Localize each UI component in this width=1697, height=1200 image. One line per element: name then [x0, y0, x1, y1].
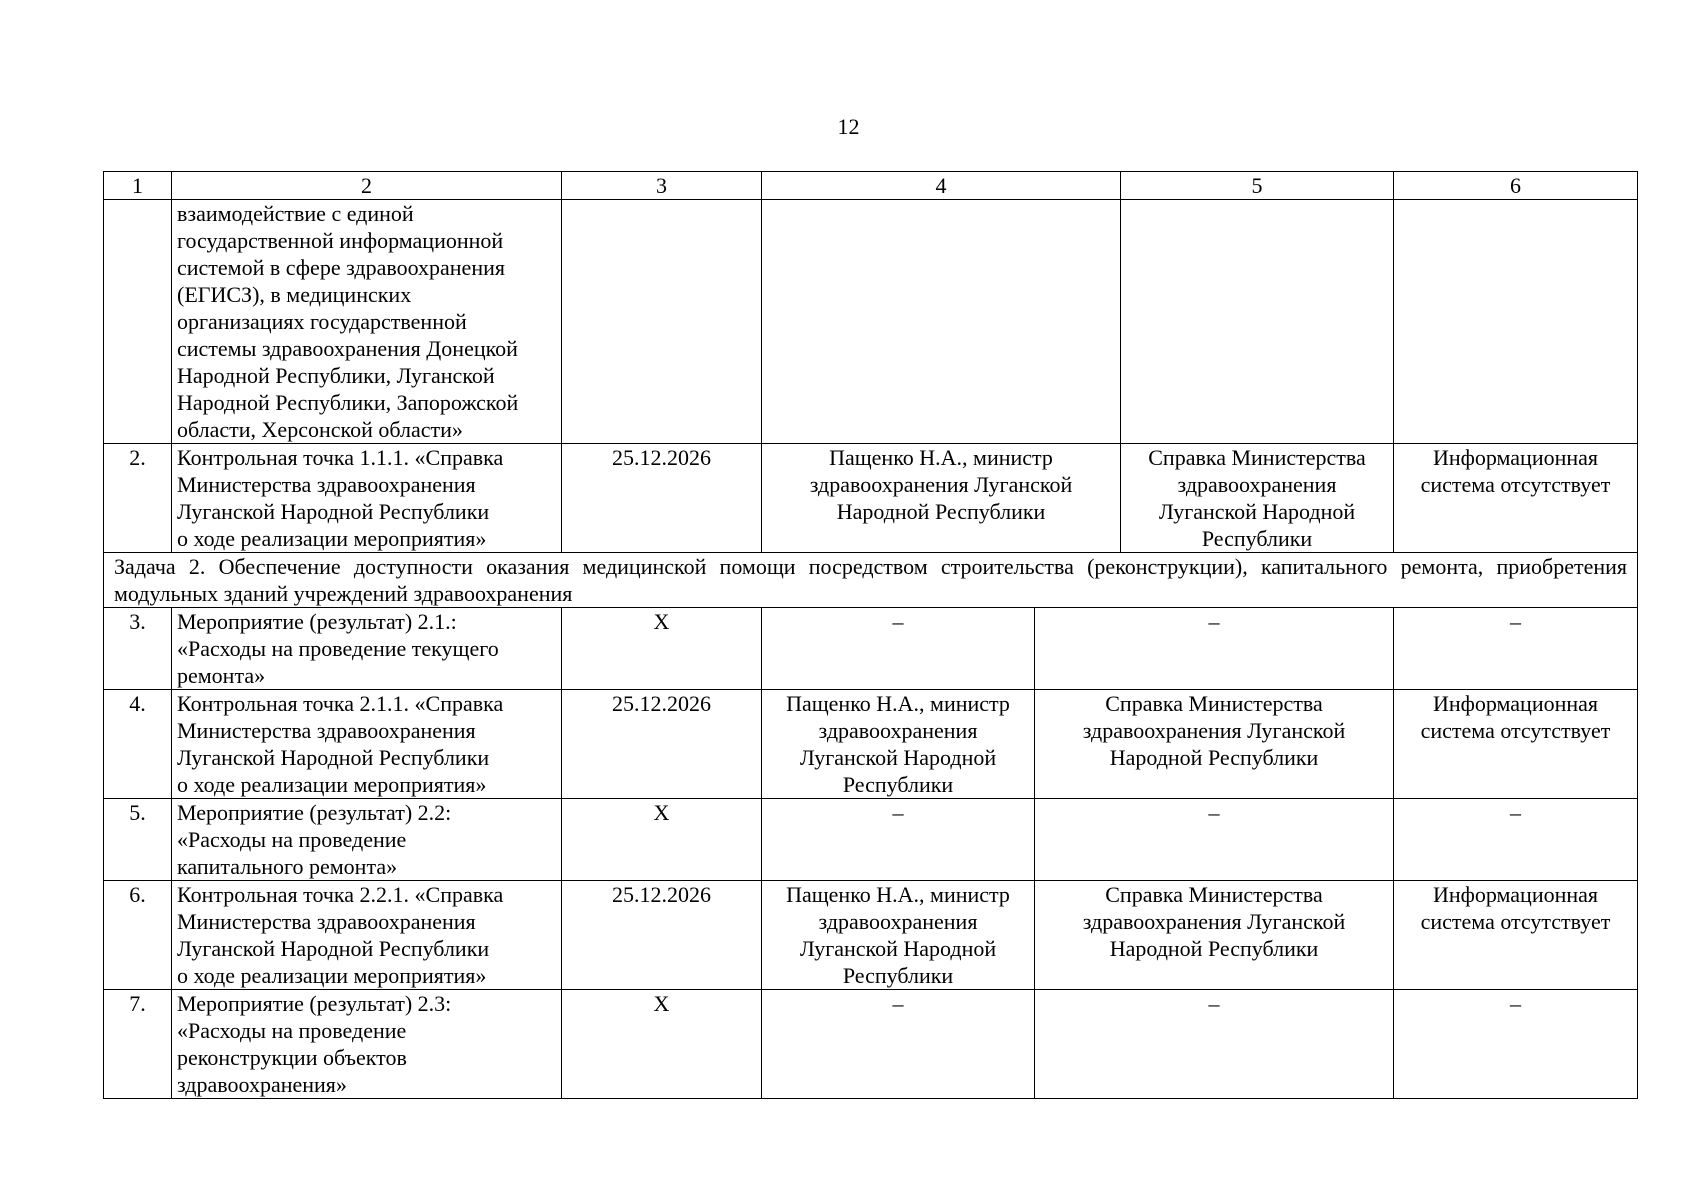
table-row-7 — [104, 990, 1638, 1099]
name-line: здравоохранения» — [177, 1072, 347, 1097]
name-line: Мероприятие (результат) 2.2: — [177, 800, 452, 825]
row-number-cell: 4. — [104, 690, 172, 799]
name-line: реконструкции объектов — [177, 1045, 407, 1070]
row-date-cell: Х — [562, 799, 762, 881]
page-number: 12 — [837, 114, 860, 139]
name-line: Министерства здравоохранения — [177, 718, 476, 743]
system-line: система отсутствует — [1420, 472, 1611, 497]
system-line: Информационная — [1432, 882, 1599, 907]
name-line: «Расходы на проведение — [177, 1018, 407, 1043]
table-row-continuation — [104, 200, 1638, 444]
row-number-cell: 5. — [104, 799, 172, 881]
row-document-cell: – — [1035, 608, 1394, 690]
table-row-4 — [104, 690, 1638, 799]
name-line: Народной Республики, Запорожской — [177, 390, 519, 415]
system-line: Информационная — [1432, 691, 1599, 716]
row-date-cell: 25.12.2026 — [562, 881, 762, 990]
column-number-1: 1 — [104, 172, 172, 200]
name-line: организациях государственной — [177, 309, 467, 334]
row-date-cell — [562, 200, 762, 444]
name-line: «Расходы на проведение — [177, 827, 407, 852]
responsible-line: Республики — [842, 772, 954, 797]
name-line: Министерства здравоохранения — [177, 909, 476, 934]
row-system-cell — [1394, 690, 1638, 799]
name-line: Луганской Народной Республики — [177, 936, 490, 961]
system-line: система отсутствует — [1420, 909, 1611, 934]
control-points-table — [103, 171, 1638, 1099]
row-responsible-cell: – — [762, 799, 1035, 881]
row-document-cell: – — [1035, 799, 1394, 881]
responsible-line: здравоохранения Луганской — [809, 472, 1073, 497]
responsible-line: Пащенко Н.А., министр — [829, 445, 1053, 470]
name-line: Мероприятие (результат) 2.3: — [177, 991, 452, 1016]
document-line: Справка Министерства — [1105, 882, 1323, 907]
table-row-3 — [104, 608, 1638, 690]
column-number-3: 3 — [562, 172, 762, 200]
name-line: взаимодействие с единой — [177, 201, 414, 226]
responsible-line: здравоохранения — [818, 718, 978, 743]
document-line: Народной Республики — [1109, 936, 1319, 961]
name-line: ремонта» — [177, 663, 266, 688]
column-number-4: 4 — [762, 172, 1121, 200]
row-system-cell: – — [1394, 799, 1638, 881]
name-line: Контрольная точка 2.1.1. «Справка — [177, 691, 504, 716]
name-line: о ходе реализации мероприятия» — [177, 526, 487, 551]
document-line: Справка Министерства — [1105, 691, 1323, 716]
row-name-cell — [172, 608, 562, 690]
name-line: системы здравоохранения Донецкой — [177, 336, 518, 361]
row-system-cell — [1394, 444, 1638, 553]
document-line: Луганской Народной — [1158, 499, 1356, 524]
responsible-line: Пащенко Н.А., министр — [786, 691, 1010, 716]
column-number-5: 5 — [1121, 172, 1394, 200]
row-system-cell — [1394, 200, 1638, 444]
document-line: Народной Республики — [1109, 745, 1319, 770]
row-number-cell: 3. — [104, 608, 172, 690]
name-line: «Расходы на проведение текущего — [177, 636, 499, 661]
row-name-cell — [172, 200, 562, 444]
name-line: Контрольная точка 1.1.1. «Справка — [177, 445, 504, 470]
responsible-line: здравоохранения — [818, 909, 978, 934]
system-line: система отсутствует — [1420, 718, 1611, 743]
name-line: Луганской Народной Республики — [177, 745, 490, 770]
row-number-cell: 6. — [104, 881, 172, 990]
name-line: Луганской Народной Республики — [177, 499, 490, 524]
row-name-cell — [172, 444, 562, 553]
row-name-cell — [172, 990, 562, 1099]
row-name-cell — [172, 881, 562, 990]
row-name-cell — [172, 799, 562, 881]
document-line: здравоохранения Луганской — [1082, 718, 1346, 743]
responsible-line: Луганской Народной — [799, 745, 997, 770]
row-document-cell — [1035, 690, 1394, 799]
row-system-cell — [1394, 881, 1638, 990]
name-line: Министерства здравоохранения — [177, 472, 476, 497]
responsible-line: Республики — [842, 963, 954, 988]
responsible-line: Пащенко Н.А., министр — [786, 882, 1010, 907]
responsible-line: Народной Республики — [836, 499, 1046, 524]
system-line: Информационная — [1432, 445, 1599, 470]
name-line: системой в сфере здравоохранения — [177, 255, 505, 280]
row-document-cell — [1121, 200, 1394, 444]
document-line: Республики — [1201, 526, 1313, 551]
row-system-cell: – — [1394, 990, 1638, 1099]
column-number-2: 2 — [172, 172, 562, 200]
name-line: (ЕГИСЗ), в медицинских — [177, 282, 412, 307]
row-document-cell: – — [1035, 990, 1394, 1099]
name-line: капитального ремонта» — [177, 854, 398, 879]
row-date-cell: Х — [562, 990, 762, 1099]
row-date-cell: 25.12.2026 — [562, 444, 762, 553]
task-heading: Задача 2. Обеспечение доступности оказания медицинской помощи посредством строительства (реконструкции), капитального ремонта, приобретения модульных зданий учреждений здравоохранения — [104, 553, 1638, 608]
name-line: области, Херсонской области» — [177, 417, 463, 442]
row-date-cell: 25.12.2026 — [562, 690, 762, 799]
name-line: Контрольная точка 2.2.1. «Справка — [177, 882, 504, 907]
responsible-line: Луганской Народной — [799, 936, 997, 961]
row-number-cell: 7. — [104, 990, 172, 1099]
table-row-5 — [104, 799, 1638, 881]
document-line: Справка Министерства — [1148, 445, 1366, 470]
row-document-cell — [1121, 444, 1394, 553]
row-document-cell — [1035, 881, 1394, 990]
table-row-2 — [104, 444, 1638, 553]
row-responsible-cell — [762, 444, 1121, 553]
name-line: Народной Республики, Луганской — [177, 363, 495, 388]
name-line: о ходе реализации мероприятия» — [177, 772, 487, 797]
column-numbers-row — [104, 172, 1638, 200]
row-number-cell: 2. — [104, 444, 172, 553]
table-row-6 — [104, 881, 1638, 990]
row-responsible-cell: – — [762, 608, 1035, 690]
row-responsible-cell: – — [762, 990, 1035, 1099]
column-number-6: 6 — [1394, 172, 1638, 200]
row-date-cell: Х — [562, 608, 762, 690]
name-line: государственной информационной — [177, 228, 504, 253]
document-line: здравоохранения — [1177, 472, 1337, 497]
row-number-cell — [104, 200, 172, 444]
row-system-cell: – — [1394, 608, 1638, 690]
row-responsible-cell — [762, 881, 1035, 990]
name-line: Мероприятие (результат) 2.1.: — [177, 609, 457, 634]
task-row — [104, 553, 1638, 608]
name-line: о ходе реализации мероприятия» — [177, 963, 487, 988]
row-name-cell — [172, 690, 562, 799]
document-line: здравоохранения Луганской — [1082, 909, 1346, 934]
row-responsible-cell — [762, 200, 1121, 444]
row-responsible-cell — [762, 690, 1035, 799]
